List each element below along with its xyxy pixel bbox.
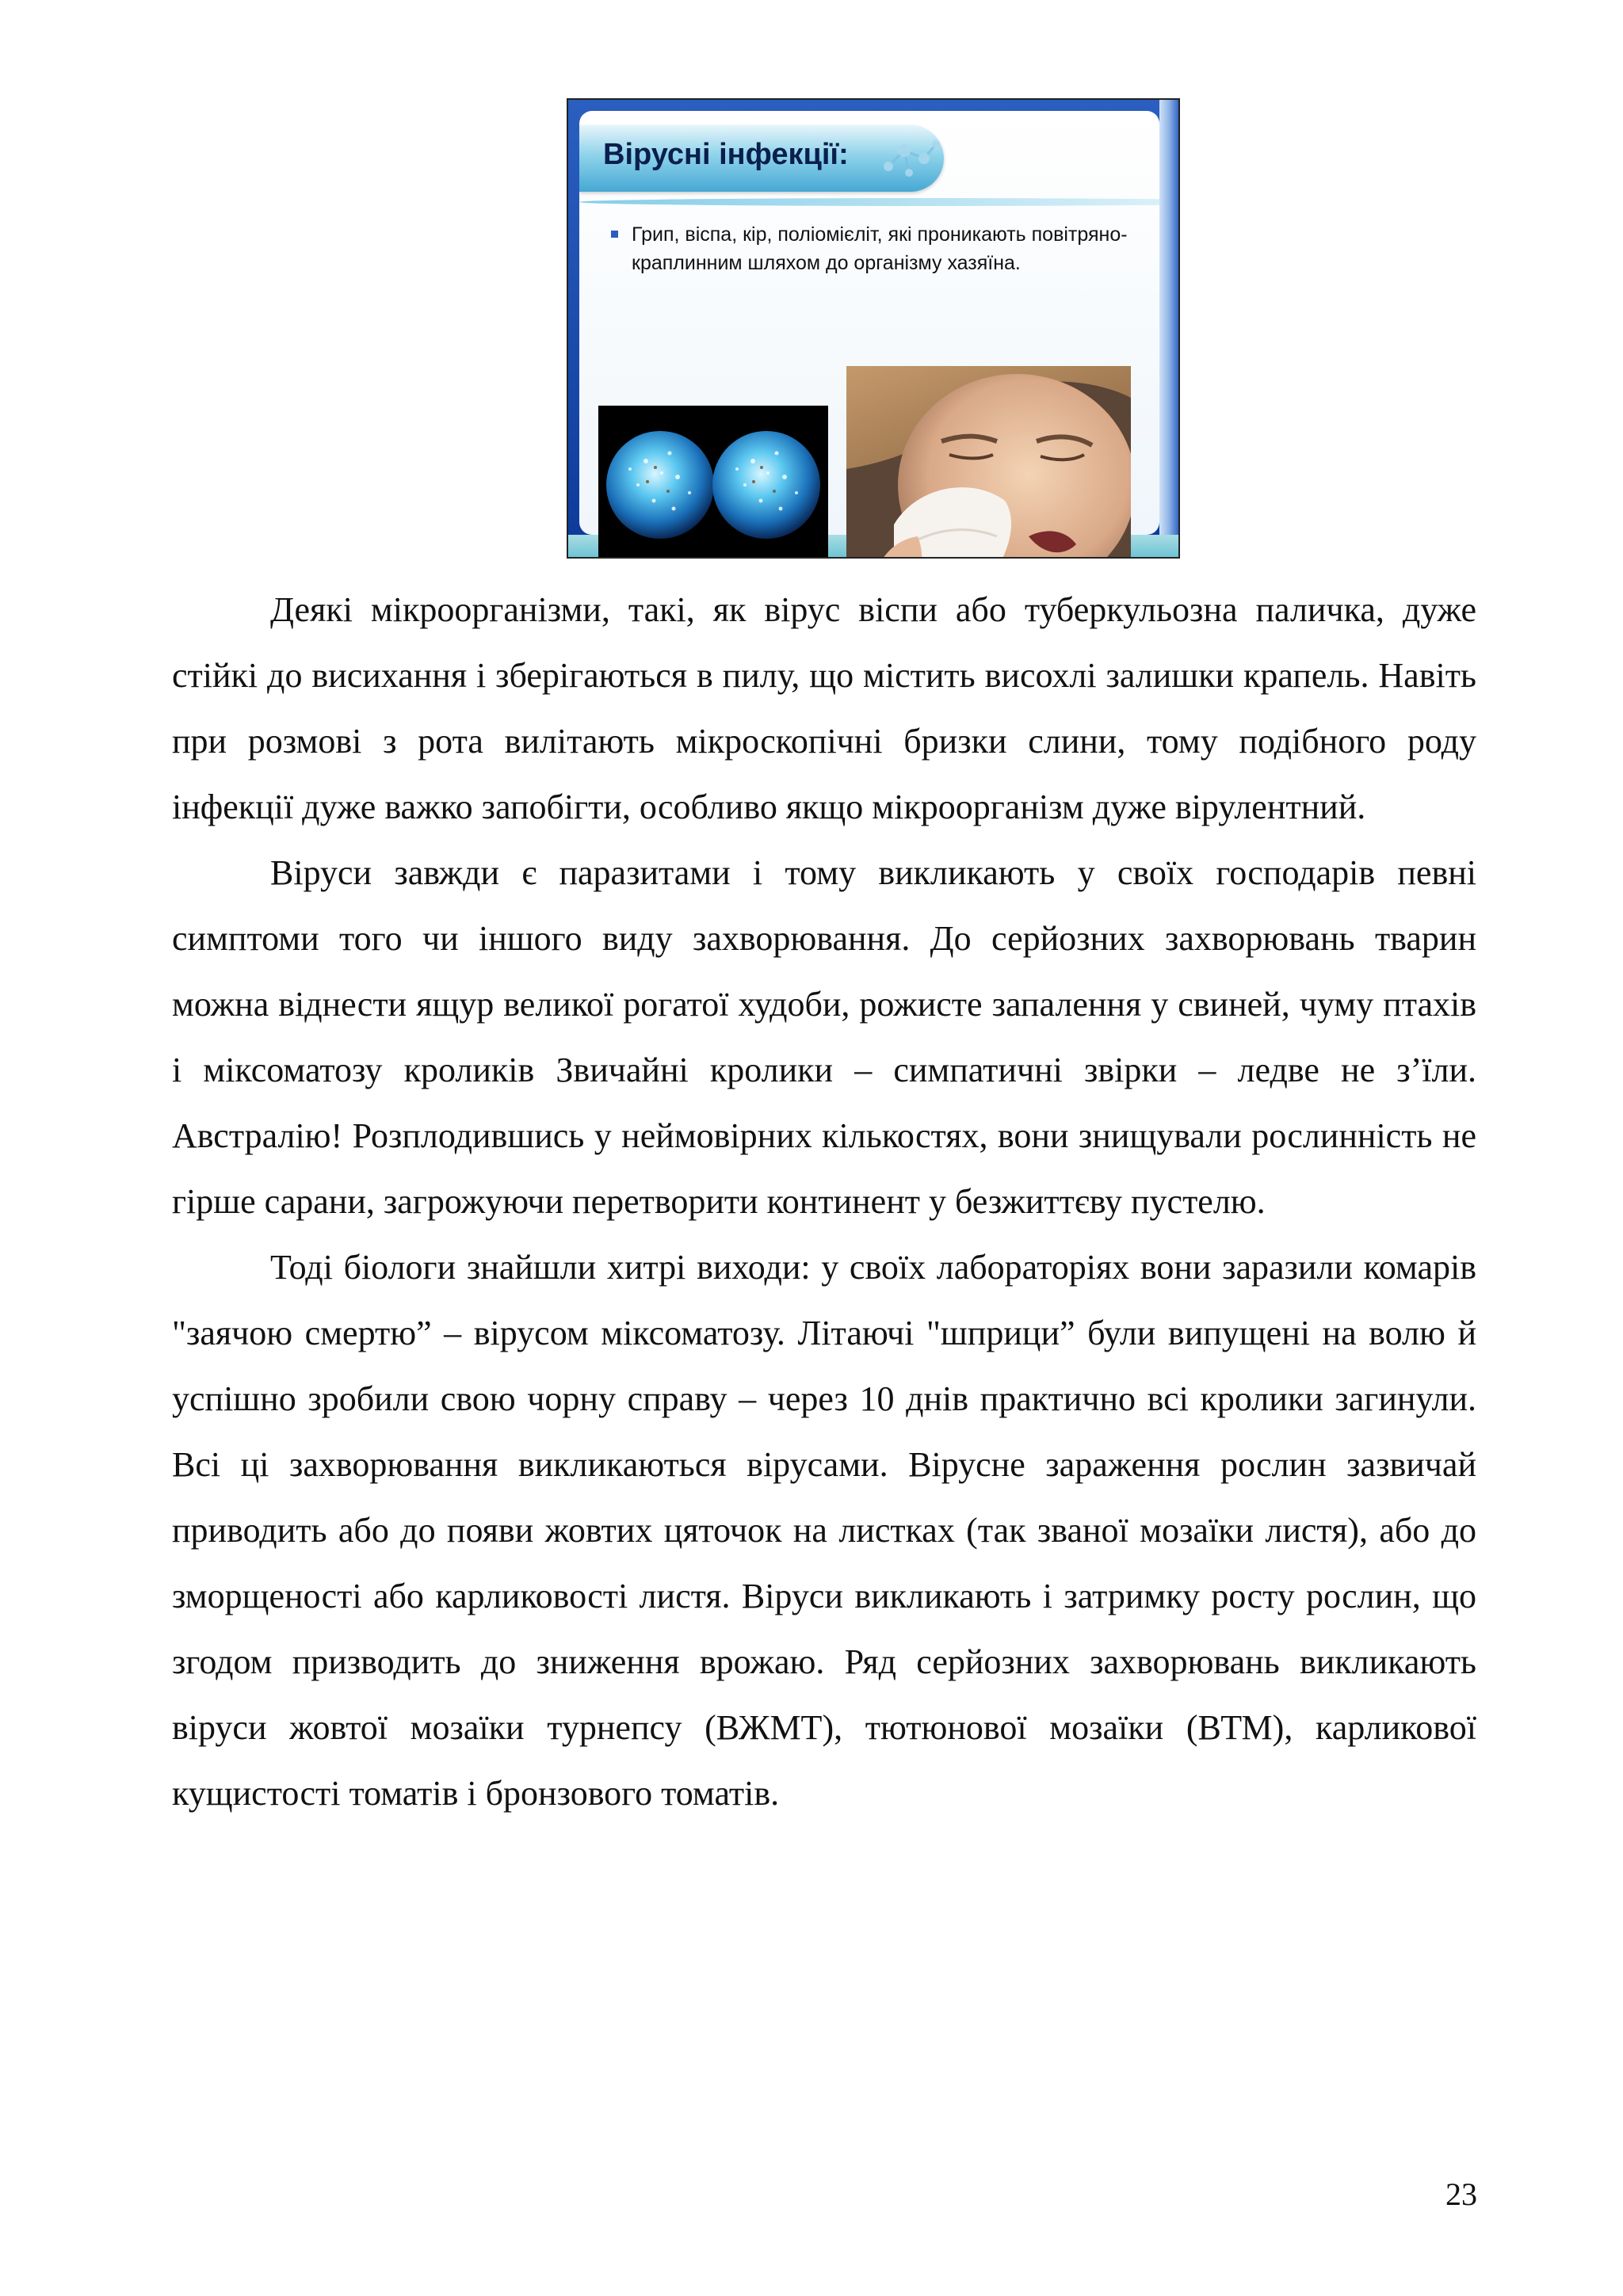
molecule-icon (880, 135, 944, 179)
slide-bullet-text: Грип, віспа, кір, поліомієліт, які проникають повітряно-краплинним шляхом до організму хазяїна. (632, 223, 1128, 274)
paragraph: Віруси завжди є паразитами і тому викликають у своїх господарів певні симптоми того чи іншого виду захворювання. До серйозних захворювань тварин можна віднести ящур великої рогатої худоби, рожисте запалення у свиней, чуму птахів і міксоматозу кроликів Звичайні кролики – симпатичні звірки – ледве не з’їли. Австралію! Розплодившись у неймовірних кількостях, вони знищували рослинність не гірше сарани, загрожуючи перетворити континент у безжиттєву пустелю. (172, 853, 1476, 1221)
paragraph: Деякі мікроорганізми, такі, як вірус віспи або туберкульозна паличка, дуже стійкі до висихання і зберігаються в пилу, що містить висохлі залишки крапель. Навіть при розмові з рота вилітають мікроскопічні бризки слини, тому подібного роду інфекції дуже важко запобігти, особливо якщо мікроорганізм дуже вірулентний. (172, 590, 1476, 826)
sneezing-person-image (846, 366, 1131, 559)
body-text (172, 577, 1476, 1826)
slide-title: Вірусні інфекції: (603, 138, 849, 171)
virus-particles-image (598, 406, 828, 559)
bullet-square-icon (611, 231, 618, 238)
slide-title-swoosh (579, 198, 1159, 206)
slide-image (567, 98, 1180, 559)
paragraph: Тоді біологи знайшли хитрі виходи: у своїх лабораторіях вони заразили комарів "заячою смертю” – вірусом міксоматозу. Літаючі "шприци” були випущені на волю й успішно зробили свою чорну справу – через 10 днів практично всі кролики загинули. Всі ці захворювання викликаються вірусами. Вірусне зараження рослин зазвичай приводить або до появи жовтих цяточок на листках (так званої мозаїки листя), або до зморщеності або карликовості листя. Віруси викликають і затримку росту рослин, що згодом призводить до зниження врожаю. Ряд серйозних захворювань викликають віруси жовтої мозаїки турнепсу (ВЖМТ), тютюнової мозаїки (ВТМ), карликової кущистості томатів і бронзового томатів. (172, 1248, 1476, 1813)
slide-right-band (1159, 100, 1178, 557)
page-number: 23 (1445, 2176, 1477, 2212)
